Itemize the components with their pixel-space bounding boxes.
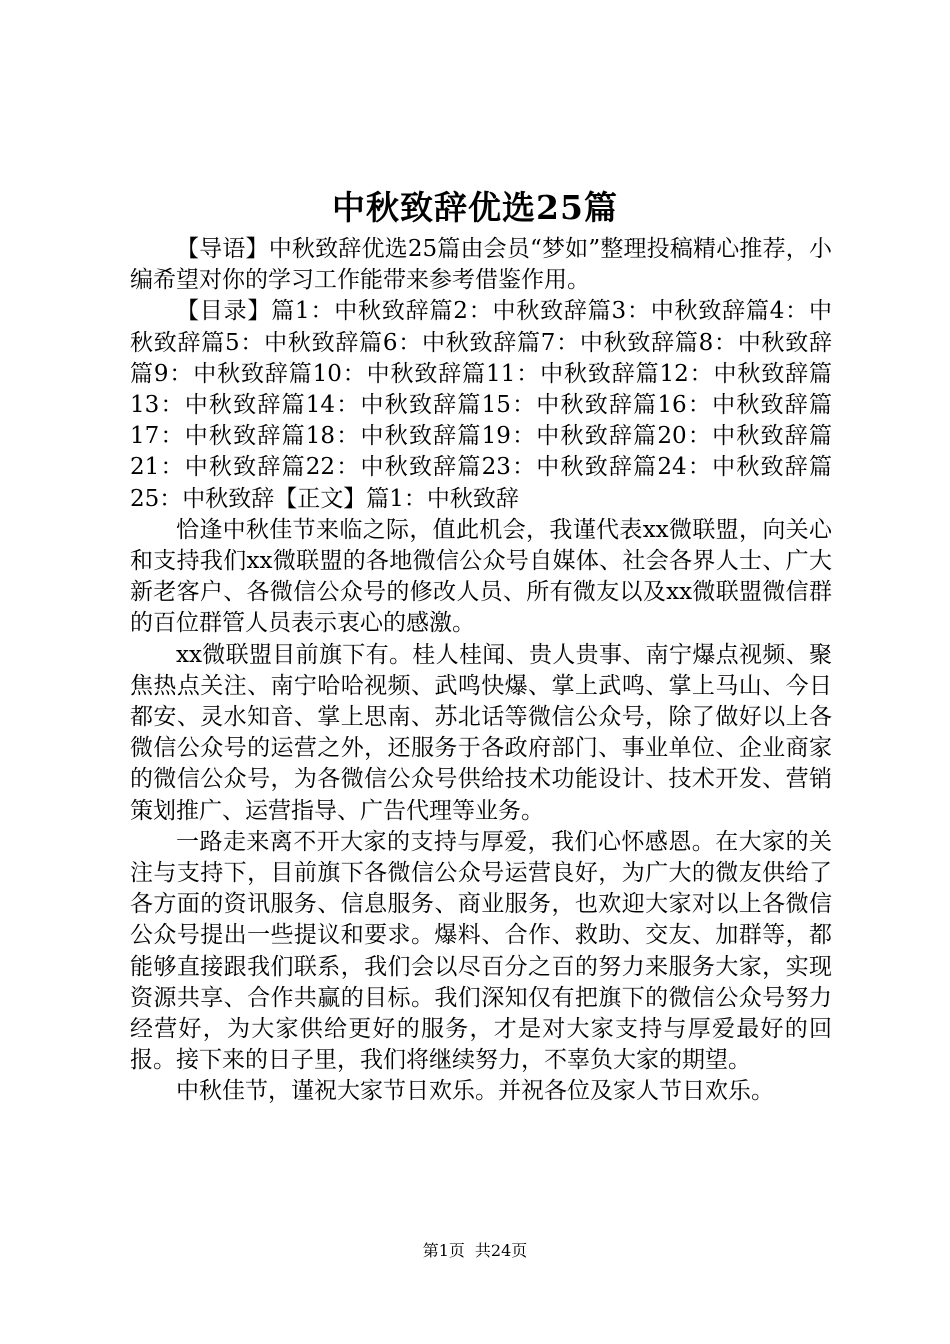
document-body — [130, 234, 832, 1108]
page-footer — [0, 1240, 950, 1262]
page-total: 共24页 — [474, 1241, 528, 1260]
page-title: 中秋致辞优选25篇 — [332, 188, 618, 227]
body-paragraph: 恰逢中秋佳节来临之际，值此机会，我谨代表xx微联盟，向关心和支持我们xx微联盟的各地微信公众号自媒体、社会各界人士、广大新老客户、各微信公众号的修改人员、所有微友以及xx微联盟微信群的百位群管人员表示衷心的感激。 — [130, 516, 832, 637]
body-paragraph: 一路走来离不开大家的支持与厚爱，我们心怀感恩。在大家的关注与支持下，目前旗下各微信公众号运营良好，为广大的微友供给了各方面的资讯服务、信息服务、商业服务，也欢迎大家对以上各微信公众号提出一些提议和要求。爆料、合作、救助、交友、加群等，都能够直接跟我们联系，我们会以尽百分之百的努力来服务大家，实现资源共享、合作共赢的目标。我们深知仅有把旗下的微信公众号努力经营好，为大家供给更好的服务，才是对大家支持与厚爱最好的回报。接下来的日子里，我们将继续努力，不辜负大家的期望。 — [130, 828, 832, 1074]
body-paragraph: xx微联盟目前旗下有。桂人桂闻、贵人贵事、南宁爆点视频、聚焦热点关注、南宁哈哈视频、武鸣快爆、掌上武鸣、掌上马山、今日都安、灵水知音、掌上思南、苏北话等微信公众号，除了做好以上各微信公众号的运营之外，还服务于各政府部门、事业单位、企业商家的微信公众号，为各微信公众号供给技术功能设计、技术开发、营销策划推广、运营指导、广告代理等业务。 — [130, 641, 832, 824]
toc-paragraph: 【目录】篇1：中秋致辞篇2：中秋致辞篇3：中秋致辞篇4：中秋致辞篇5：中秋致辞篇6：中秋致辞篇7：中秋致辞篇8：中秋致辞篇9：中秋致辞篇10：中秋致辞篇11：中秋致辞篇12：中秋致辞篇13：中秋致辞篇14：中秋致辞篇15：中秋致辞篇16：中秋致辞篇17：中秋致辞篇18：中秋致辞篇19：中秋致辞篇20：中秋致辞篇21：中秋致辞篇22：中秋致辞篇23：中秋致辞篇24：中秋致辞篇25：中秋致辞【正文】篇1：中秋致辞 — [130, 298, 832, 512]
body-paragraph: 中秋佳节，谨祝大家节日欢乐。并祝各位及家人节日欢乐。 — [176, 1078, 774, 1105]
intro-paragraph: 【导语】中秋致辞优选25篇由会员“梦如”整理投稿精心推荐，小编希望对你的学习工作能带来参考借鉴作用。 — [130, 236, 832, 294]
page-number: 第1页 — [422, 1241, 465, 1260]
